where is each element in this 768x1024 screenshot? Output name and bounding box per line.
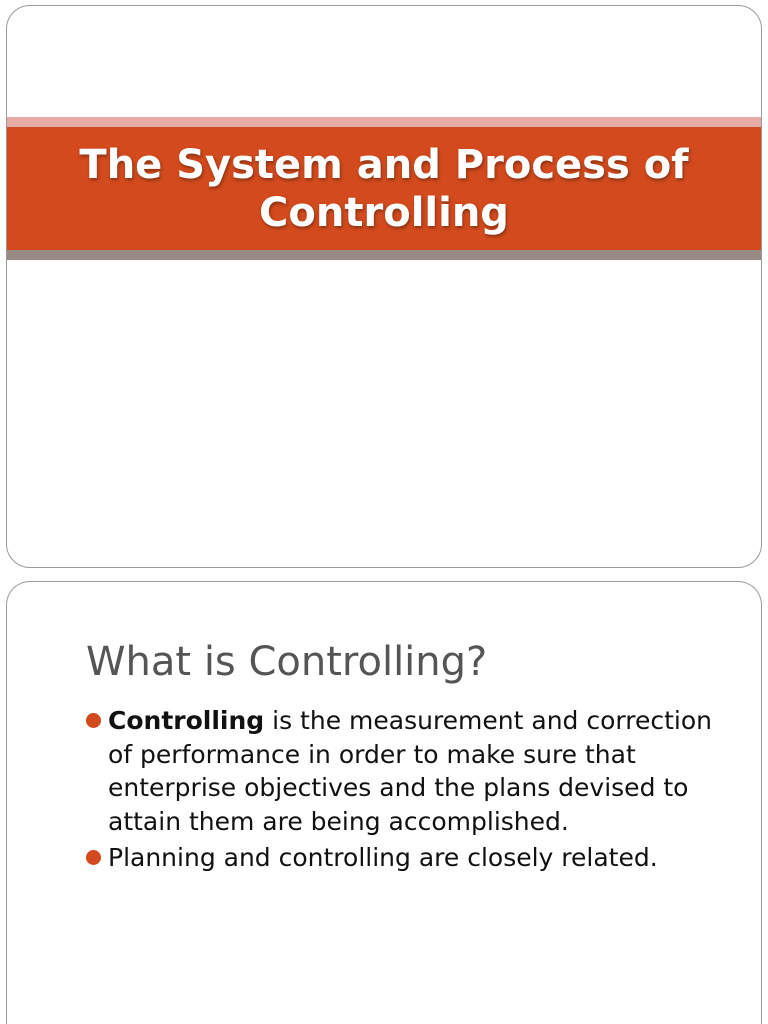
- slide-heading: What is Controlling?: [86, 639, 488, 685]
- bullet-text: is the measurement and correction of performance in order to make sure that enterprise objectives and the plans devised to attain them are being accomplished.: [108, 706, 712, 836]
- bullet-list: [86, 704, 736, 878]
- title-band-top-stripe: [7, 117, 761, 127]
- bullet-dot-icon: [86, 850, 101, 865]
- bullet-item: [86, 841, 736, 875]
- slide-title: The System and Process of Controlling: [79, 141, 689, 236]
- title-band: [7, 127, 761, 250]
- content-slide: [6, 581, 762, 1024]
- bullet-text: Planning and controlling are closely related.: [108, 843, 658, 872]
- bullet-item: [86, 704, 736, 838]
- bullet-bold-term: Controlling: [108, 706, 265, 735]
- bullet-dot-icon: [86, 713, 101, 728]
- title-band-bottom-stripe: [7, 250, 761, 260]
- title-slide: [6, 5, 762, 568]
